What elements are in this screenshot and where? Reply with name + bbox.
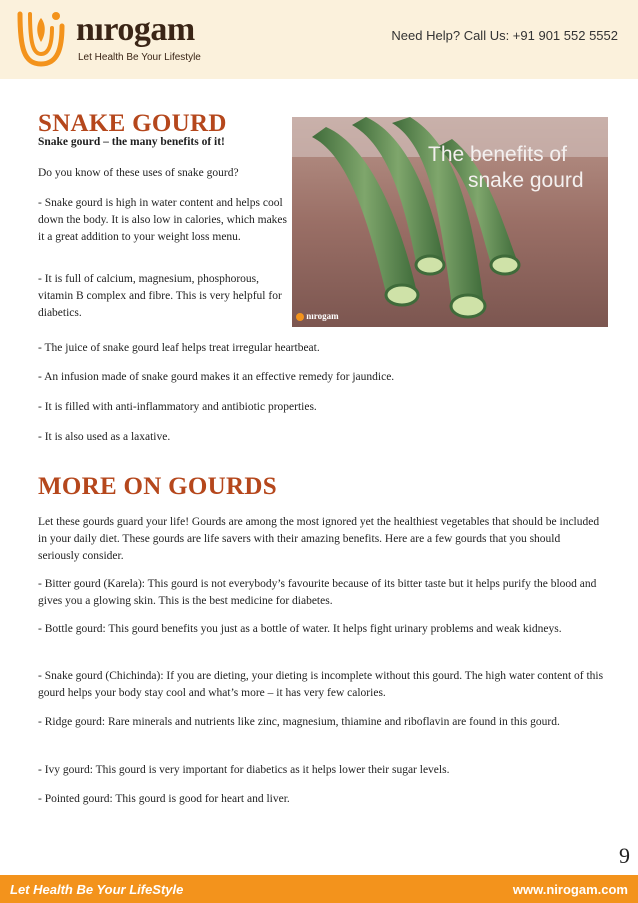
watermark-logo-icon [296, 313, 304, 321]
footer-website-link[interactable]: www.nirogam.com [512, 882, 628, 897]
page-number: 9 [619, 843, 630, 868]
paragraph: - Ivy gourd: This gourd is very important for diabetics as it helps lower their sugar levels. [38, 764, 450, 776]
paragraph: - It is filled with anti-inflammatory and antibiotic properties. [38, 401, 317, 413]
help-phone-text: Need Help? Call Us: +91 901 552 5552 [391, 28, 618, 43]
paragraph: - Pointed gourd: This gourd is good for heart and liver. [38, 793, 290, 805]
watermark-text: nırogam [306, 311, 339, 321]
photo-caption-line1: The benefits of [428, 143, 567, 166]
photo-watermark [296, 311, 339, 321]
paragraph: Do you know of these uses of snake gourd? [38, 167, 239, 179]
page-footer [0, 875, 638, 903]
brand-tagline: Let Health Be Your Lifestyle [78, 52, 201, 63]
snake-gourd-photo [292, 117, 608, 327]
paragraph: - Snake gourd is high in water content and helps cool down the body. It is also low in calories, which makes it a great addition to your weight loss menu. [38, 197, 288, 243]
nirogam-logo-icon [14, 8, 68, 70]
paragraph: Let these gourds guard your life! Gourds are among the most ignored yet the healthiest vegetables that should be included in your daily diet. These gourds are life savers with their amazing benefits. Here are a few gourds that you should seriously consider. [38, 516, 600, 562]
section-subtitle: Snake gourd – the many benefits of it! [38, 136, 225, 148]
paragraph: - Snake gourd (Chichinda): If you are dieting, your dieting is incomplete without this gourd. The high water content of this gourd helps your body stay cool and what’s more – it has very few calories. [38, 670, 604, 699]
paragraph: - It is full of calcium, magnesium, phosphorous, vitamin B complex and fibre. This is very helpful for diabetics. [38, 273, 282, 319]
footer-tagline: Let Health Be Your LifeStyle [10, 882, 184, 897]
section-title-more-on-gourds: MORE ON GOURDS [38, 473, 277, 500]
brand-name: nırogam [76, 11, 195, 48]
paragraph: - It is also used as a laxative. [38, 431, 171, 443]
paragraph: - Bottle gourd: This gourd benefits you just as a bottle of water. It helps fight urinary problems and weak kidneys. [38, 623, 562, 635]
section-title-snake-gourd: SNAKE GOURD [38, 110, 227, 137]
photo-caption-line2: snake gourd [468, 169, 584, 192]
paragraph: - The juice of snake gourd leaf helps treat irregular heartbeat. [38, 342, 320, 354]
paragraph: - Bitter gourd (Karela): This gourd is not everybody’s favourite because of its bitter taste but it helps purify the blood and gives you a glowing skin. This is the best medicine for diabetes. [38, 578, 597, 607]
page-header [0, 0, 638, 79]
paragraph: - Ridge gourd: Rare minerals and nutrients like zinc, magnesium, thiamine and riboflavin are found in this gourd. [38, 716, 560, 728]
paragraph: - An infusion made of snake gourd makes it an effective remedy for jaundice. [38, 371, 395, 383]
